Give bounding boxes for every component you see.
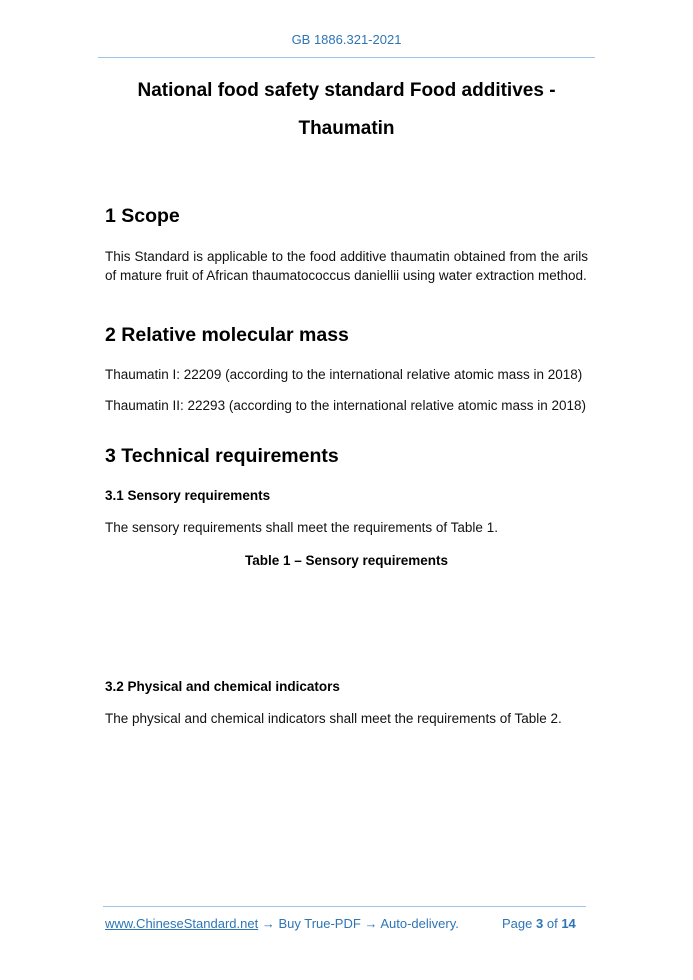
page-total: 14 xyxy=(561,916,576,931)
delivery-text: Auto-delivery. xyxy=(380,916,459,931)
table-1-caption: Table 1 – Sensory requirements xyxy=(244,553,449,568)
molecular-mass-line-2: Thaumatin II: 22293 (according to the international relative atomic mass in 2018) xyxy=(105,398,587,413)
page-current: 3 xyxy=(536,916,544,931)
standard-code: GB 1886.321-2021 xyxy=(291,32,402,47)
buy-text: Buy True-PDF xyxy=(278,916,361,931)
header-divider xyxy=(98,57,595,58)
document-title-line1: National food safety standard Food additives - xyxy=(137,80,556,101)
page-indicator xyxy=(502,916,576,931)
section-heading-scope: 1 Scope xyxy=(105,205,180,227)
arrow-right-icon: → xyxy=(261,916,275,931)
scope-paragraph: This Standard is applicable to the food additive thaumatin obtained from the arils of mature fruit of African thaumatococcus daniellii using water extraction method. xyxy=(105,249,588,283)
page-of: of xyxy=(546,916,558,931)
page-label: Page xyxy=(502,916,533,931)
section-heading-molecular-mass: 2 Relative molecular mass xyxy=(105,324,349,346)
footer-divider xyxy=(103,906,586,907)
arrow-right-icon: → xyxy=(364,916,378,931)
physical-chemical-paragraph: The physical and chemical indicators shall meet the requirements of Table 2. xyxy=(105,711,562,726)
subsection-heading-sensory: 3.1 Sensory requirements xyxy=(105,488,271,503)
molecular-mass-line-1: Thaumatin I: 22209 (according to the international relative atomic mass in 2018) xyxy=(105,367,583,382)
website-link[interactable]: www.ChineseStandard.net xyxy=(105,916,259,931)
sensory-paragraph: The sensory requirements shall meet the requirements of Table 1. xyxy=(105,520,498,535)
footer-promo xyxy=(105,916,459,931)
document-title-line2: Thaumatin xyxy=(298,118,395,139)
subsection-heading-physical-chemical: 3.2 Physical and chemical indicators xyxy=(105,679,340,694)
section-heading-technical: 3 Technical requirements xyxy=(105,445,339,467)
